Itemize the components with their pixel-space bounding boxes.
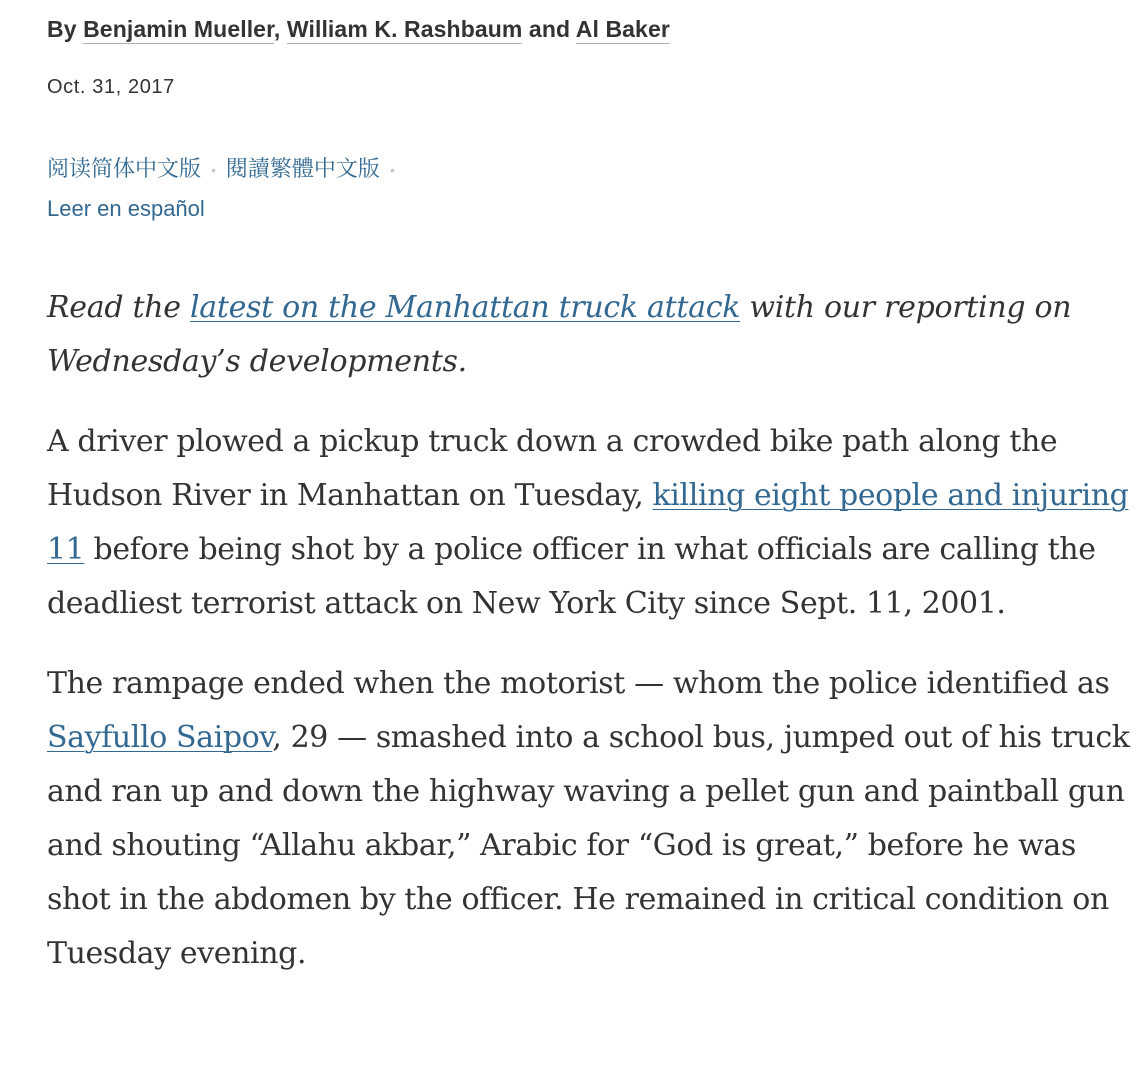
translation-links (47, 149, 1132, 229)
author-link-william-k-rashbaum[interactable]: William K. Rashbaum (286, 16, 523, 42)
paragraph2-text-after: , 29 — smashed into a school bus, jumped out of his truck and ran up and down the highway waving a pellet gun and paintball gun and shouting “Allahu akbar,” Arabic for “God is great,” before he was shot in the abdomen by the officer. He remained in critical condition on Tuesday evening. (47, 720, 1130, 971)
translation-separator: • (389, 162, 395, 179)
article-header (47, 0, 1132, 981)
casualties-link[interactable]: killing eight people and injuring 11 (47, 478, 1129, 567)
intro-text-after: with our reporting on Wednesday’s developments. (47, 290, 1072, 379)
intro-note (47, 281, 1132, 389)
author-link-benjamin-mueller[interactable]: Benjamin Mueller (83, 16, 274, 42)
article-paragraph-1 (47, 415, 1132, 631)
publish-date: Oct. 31, 2017 (47, 76, 175, 98)
byline-separator: , (273, 16, 287, 42)
article-paragraph-2 (47, 657, 1132, 981)
suspect-profile-link[interactable]: Sayfullo Saipov (47, 720, 273, 755)
paragraph1-text-before: A driver plowed a pickup truck down a crowded bike path along the Hudson River in Manhattan on Tuesday, (47, 424, 1058, 513)
byline-prefix: By (47, 16, 84, 42)
latest-coverage-link[interactable]: latest on the Manhattan truck attack (189, 290, 741, 325)
byline-conjunction: and (522, 16, 576, 42)
paragraph1-text-after: before being shot by a police officer in what officials are calling the deadliest terrorist attack on New York City since Sept. 11, 2001. (47, 532, 1096, 621)
translation-row-chinese (47, 149, 1132, 189)
paragraph2-text-before: The rampage ended when the motorist — whom the police identified as (47, 666, 1110, 701)
translation-link-simplified-chinese[interactable]: 阅读简体中文版 (47, 156, 202, 181)
intro-text-before: Read the (47, 290, 190, 325)
translation-row-spanish (47, 189, 1132, 229)
translation-link-traditional-chinese[interactable]: 閱讀繁體中文版 (225, 156, 380, 181)
translation-link-spanish[interactable]: Leer en español (47, 196, 205, 221)
translation-separator: • (211, 162, 216, 179)
byline (47, 14, 1132, 44)
author-link-al-baker[interactable]: Al Baker (575, 16, 670, 42)
